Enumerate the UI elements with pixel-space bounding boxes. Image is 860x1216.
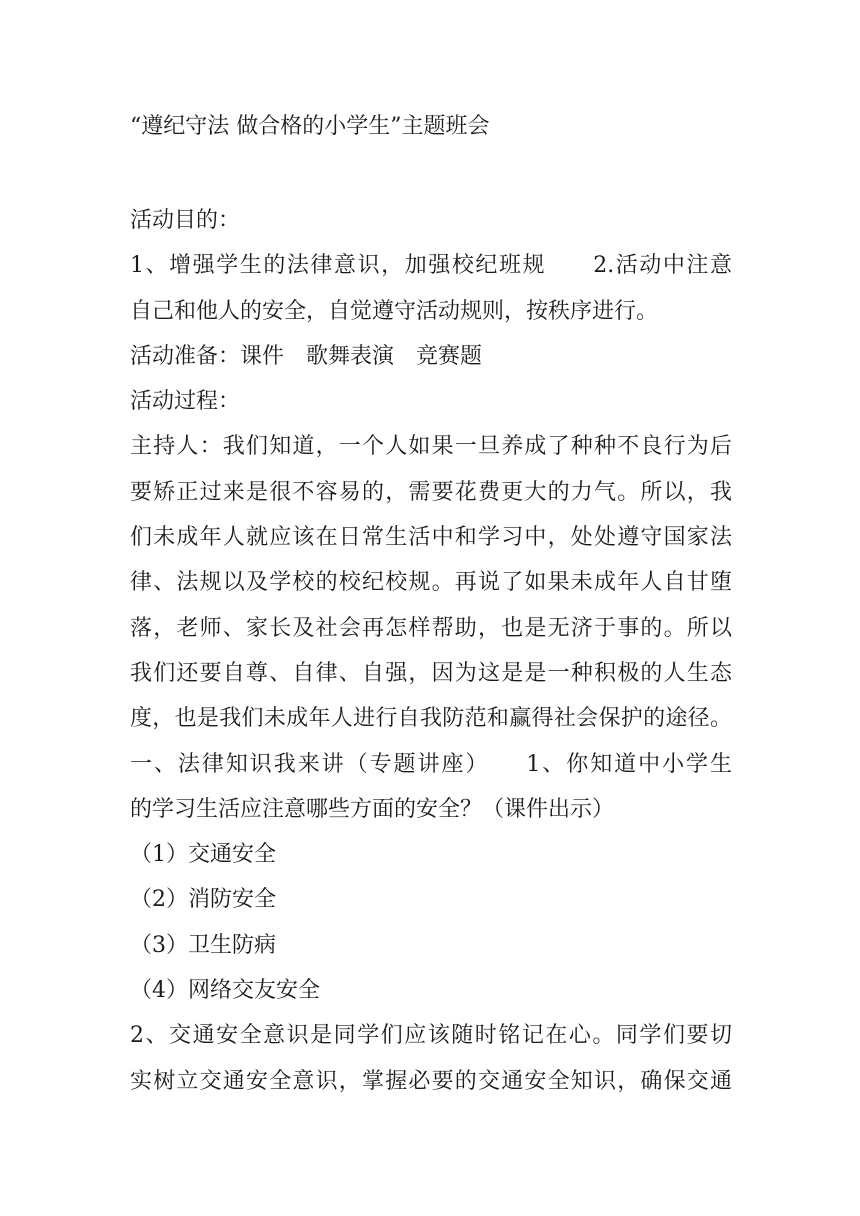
paragraph-line: 我们还要自尊、自律、自强，因为这是是一种积极的人生态	[130, 660, 732, 686]
paragraph-line: 实树立交通安全意识，掌握必要的交通安全知识，确保交通	[130, 1068, 732, 1094]
paragraph-line: 自己和他人的安全，自觉遵守活动规则，按秩序进行。	[130, 298, 659, 324]
paragraph-line: 一、法律知识我来讲（专题讲座） 1、你知道中小学生	[130, 751, 732, 777]
document-body	[130, 198, 732, 1104]
paragraph-line: 主持人：我们知道，一个人如果一旦养成了种种不良行为后	[130, 434, 732, 460]
list-item: （3）卫生防病	[130, 932, 276, 958]
paragraph-line: 度，也是我们未成年人进行自我防范和赢得社会保护的途径。	[130, 706, 732, 732]
list-item: （4）网络交友安全	[130, 978, 320, 1004]
paragraph-line: 落，老师、家长及社会再怎样帮助，也是无济于事的。所以	[130, 615, 732, 641]
paragraph-line: 律、法规以及学校的校纪校规。再说了如果未成年人自甘堕	[130, 570, 732, 596]
paragraph-line: 活动目的：	[130, 208, 241, 233]
paragraph-line: 们未成年人就应该在日常生活中和学习中，处处遵守国家法	[130, 525, 732, 551]
paragraph-line: 的学习生活应注意哪些方面的安全？（课件出示）	[130, 796, 615, 822]
paragraph-line: 要矫正过来是很不容易的，需要花费更大的力气。所以，我	[130, 479, 732, 505]
paragraph-line: 2、交通安全意识是同学们应该随时铭记在心。同学们要切	[130, 1023, 732, 1049]
list-item: （2）消防安全	[130, 887, 276, 913]
list-item: （1）交通安全	[130, 842, 276, 868]
paragraph-line: 活动准备：课件 歌舞表演 竞赛题	[130, 343, 483, 369]
paragraph-line: 1、增强学生的法律意识，加强校纪班规 2.活动中注意	[130, 253, 732, 279]
paragraph-line: 活动过程：	[130, 389, 241, 415]
document-title: “遵纪守法 做合格的小学生”主题班会	[130, 114, 490, 139]
